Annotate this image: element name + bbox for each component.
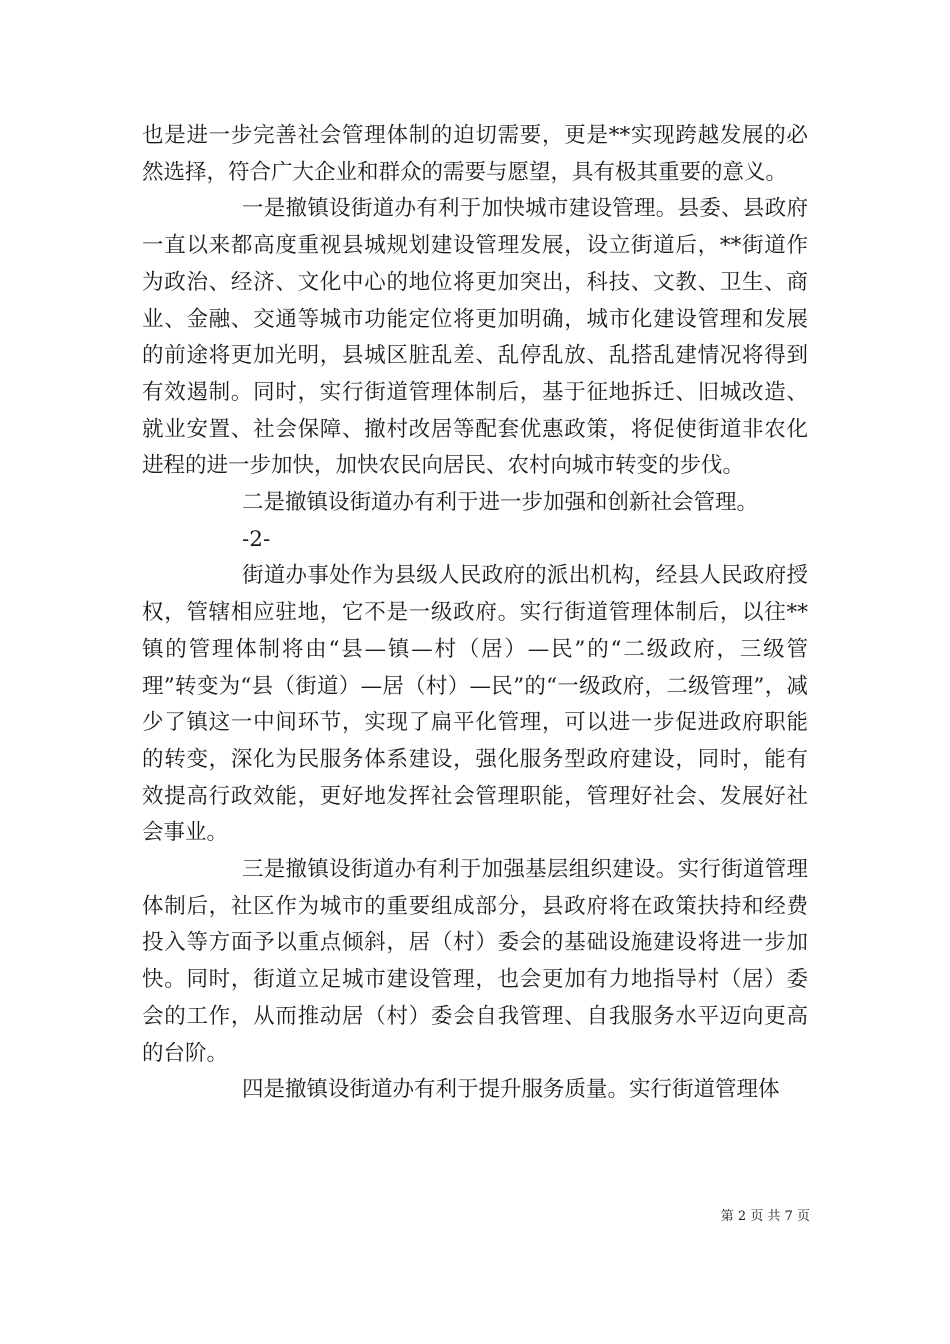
paragraph-point-two: 二是撤镇设街道办有利于进一步加强和创新社会管理。: [242, 490, 759, 516]
inline-page-marker: -2-: [242, 526, 271, 552]
paragraph-point-three: 三是撤镇设街道办有利于加强基层组织建设。实行街道管理体制后，社区作为城市的重要组成部分，县政府将在政策扶持和经费投入等方面予以重点倾斜，居（村）委会的基础设施建设将进一步加快。同时，街道立足城市建设管理，也会更加有力地指导村（居）委会的工作，从而推动居（村）委会自我管理、自我服务水平迈向更高的台阶。: [142, 857, 808, 1066]
paragraph-subdistrict-office: 街道办事处作为县级人民政府的派出机构，经县人民政府授权，管辖相应驻地，它不是一级政府。实行街道管理体制后，以往**镇的管理体制将由“县—镇—村（居）—民”的“二级政府，三级管理”转变为“县（街道）—居（村）—民”的“一级政府，二级管理”，减少了镇这一中间环节，实现了扁平化管理，可以进一步促进政府职能的转变，深化为民服务体系建设，强化服务型政府建设，同时，能有效提高行政效能，更好地发挥社会管理职能，管理好社会、发展好社会事业。: [142, 563, 808, 846]
document-body: [142, 118, 808, 1109]
page-footer: 第 2 页 共 7 页: [720, 1209, 810, 1224]
paragraph-point-one: 一是撤镇设街道办有利于加快城市建设管理。县委、县政府一直以来都高度重视县城规划建设管理发展，设立街道后，**街道作为政治、经济、文化中心的地位将更加突出，科技、文教、卫生、商业、金融、交通等城市功能定位将更加明确，城市化建设管理和发展的前途将更加光明，县城区脏乱差、乱停乱放、乱搭乱建情况将得到有效遏制。同时，实行街道管理体制后，基于征地拆迁、旧城改造、就业安置、社会保障、撤村改居等配套优惠政策，将促使街道非农化进程的进一步加快，加快农民向居民、农村向城市转变的步伐。: [142, 196, 808, 479]
paragraph-continuation: 也是进一步完善社会管理体制的迫切需要，更是**实现跨越发展的必然选择，符合广大企业和群众的需要与愿望，具有极其重要的意义。: [142, 123, 808, 185]
paragraph-point-four: 四是撤镇设街道办有利于提升服务质量。实行街道管理体: [242, 1077, 780, 1103]
